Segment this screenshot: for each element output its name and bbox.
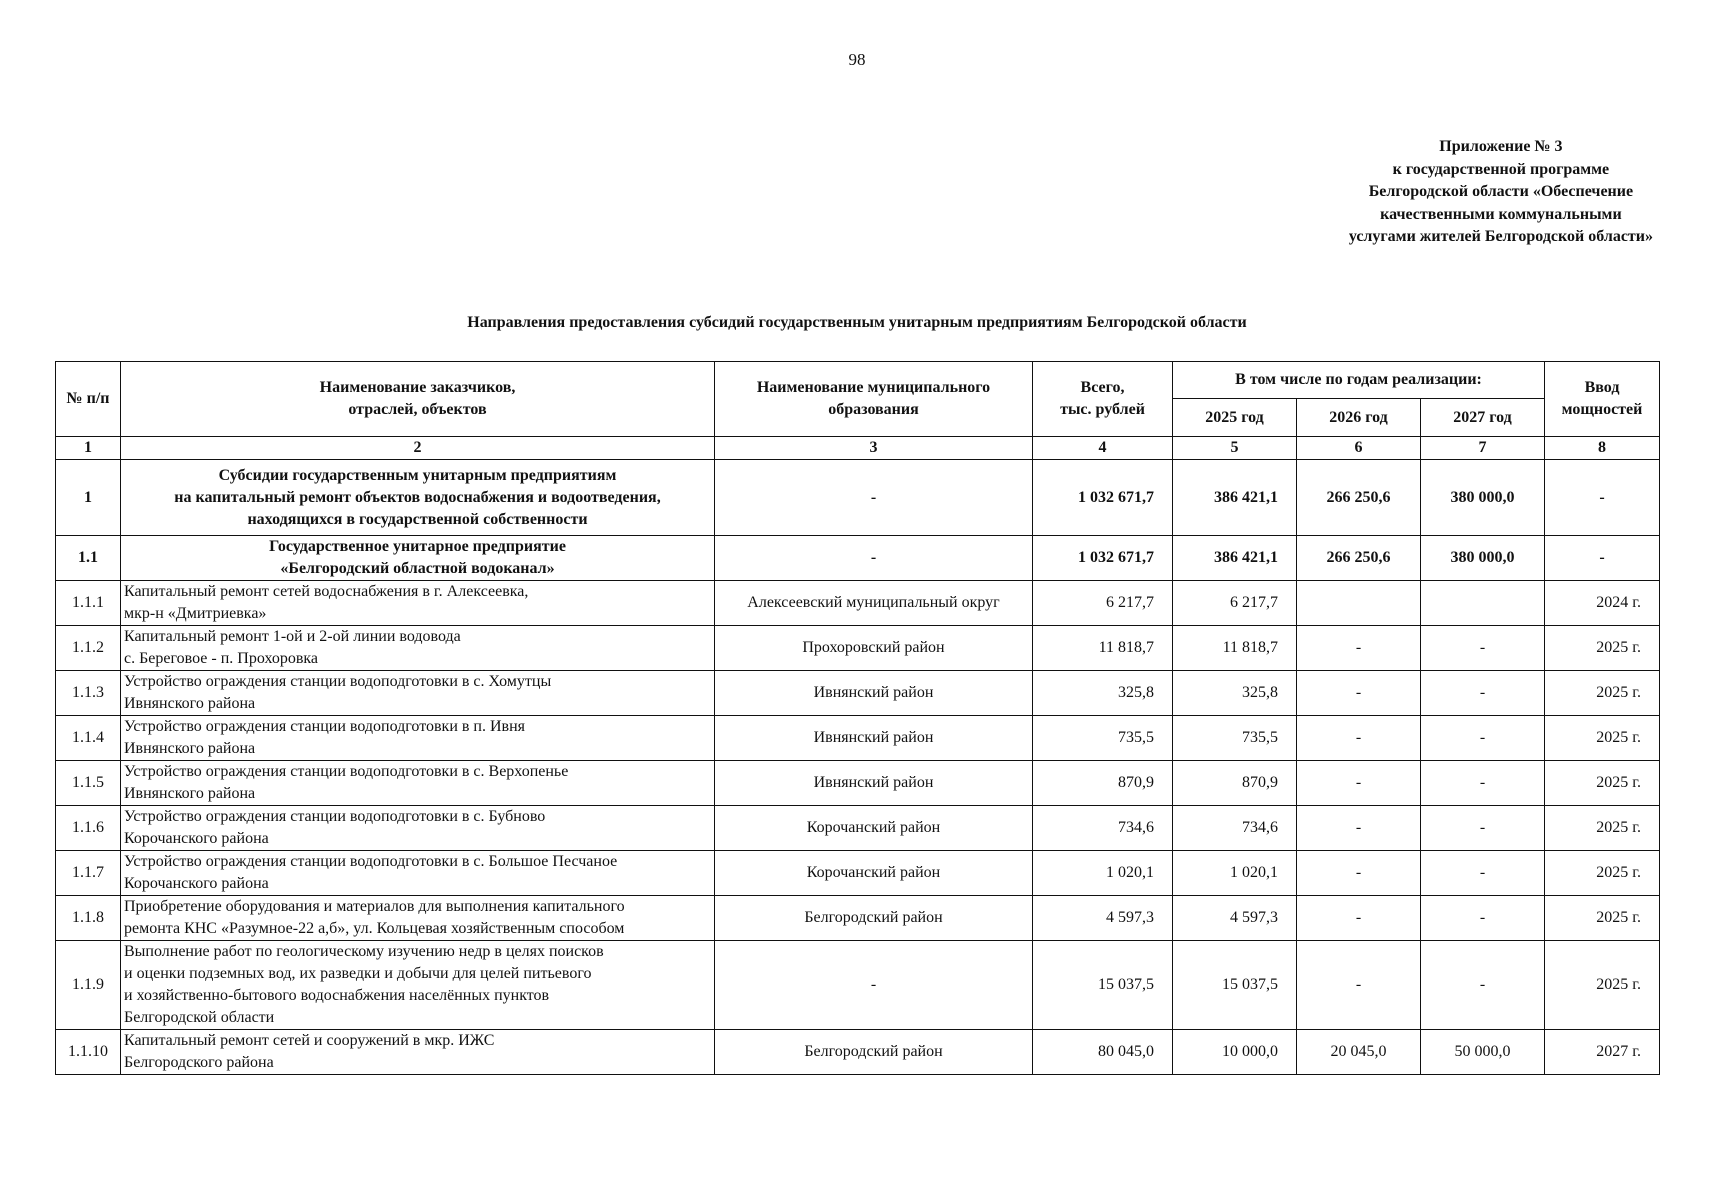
- row-name: [121, 806, 715, 851]
- row-2026: -: [1297, 671, 1421, 716]
- row-name: [121, 671, 715, 716]
- column-numbers-row: [56, 437, 1660, 460]
- row-name-line: Выполнение работ по геологическому изучению недр в целях поисков: [124, 943, 604, 960]
- header-capacity-line: Ввод: [1584, 379, 1620, 396]
- table-row: [56, 806, 1660, 851]
- row-2025: 1 020,1: [1173, 851, 1297, 896]
- header-name-line: отраслей, объектов: [348, 401, 487, 418]
- row-number: 1.1.5: [56, 761, 121, 806]
- row-number: 1.1.10: [56, 1030, 121, 1075]
- row-name-line: Капитальный ремонт 1-ой и 2-ой линии водовода: [124, 628, 461, 645]
- table-row: [56, 581, 1660, 626]
- header-total: [1033, 362, 1173, 437]
- table-row: [56, 851, 1660, 896]
- row-total: 15 037,5: [1033, 941, 1173, 1030]
- row-name: [121, 1030, 715, 1075]
- header-name: [121, 362, 715, 437]
- column-number: 6: [1297, 437, 1421, 460]
- row-capacity: 2025 г.: [1545, 896, 1660, 941]
- header-year-2026: 2026 год: [1297, 399, 1421, 437]
- row-2026: 20 045,0: [1297, 1030, 1421, 1075]
- row-total: 6 217,7: [1033, 581, 1173, 626]
- row-municipality: Корочанский район: [715, 851, 1033, 896]
- row-total: 735,5: [1033, 716, 1173, 761]
- row-name-line: и оценки подземных вод, их разведки и добычи для целей питьевого: [124, 965, 592, 982]
- header-years-group: В том числе по годам реализации:: [1173, 362, 1545, 399]
- column-number: 2: [121, 437, 715, 460]
- row-total: 325,8: [1033, 671, 1173, 716]
- row-capacity: 2024 г.: [1545, 581, 1660, 626]
- appendix-line: Приложение № 3: [1439, 138, 1563, 155]
- appendix-line: качественными коммунальными: [1380, 205, 1622, 223]
- row-2027: -: [1421, 761, 1545, 806]
- row-municipality: Ивнянский район: [715, 671, 1033, 716]
- column-number: 1: [56, 437, 121, 460]
- row-2025: 870,9: [1173, 761, 1297, 806]
- row-name-line: ремонта КНС «Разумное-22 а,б», ул. Кольцевая хозяйственным способом: [124, 920, 625, 937]
- row-total: 1 020,1: [1033, 851, 1173, 896]
- row-2026: [1297, 581, 1421, 626]
- row-capacity: 2025 г.: [1545, 761, 1660, 806]
- row-capacity: 2025 г.: [1545, 806, 1660, 851]
- appendix-line: Белгородской области «Обеспечение: [1368, 183, 1634, 200]
- row-2025: 386 421,1: [1173, 536, 1297, 581]
- row-2027: -: [1421, 896, 1545, 941]
- row-municipality: Белгородский район: [715, 1030, 1033, 1075]
- row-2025: 11 818,7: [1173, 626, 1297, 671]
- table-row: [56, 761, 1660, 806]
- column-number: 3: [715, 437, 1033, 460]
- row-capacity: 2027 г.: [1545, 1030, 1660, 1075]
- row-total: 80 045,0: [1033, 1030, 1173, 1075]
- row-municipality: -: [715, 460, 1033, 536]
- row-number: 1: [56, 460, 121, 536]
- column-number: 5: [1173, 437, 1297, 460]
- row-name-line: и хозяйственно-бытового водоснабжения населённых пунктов: [124, 987, 550, 1004]
- row-name-line: на капитальный ремонт объектов водоснабжения и водоотведения,: [174, 488, 661, 506]
- row-name-line: Устройство ограждения станции водоподготовки в с. Бубново: [124, 808, 546, 825]
- row-name-line: Субсидии государственным унитарным предприятиям: [218, 466, 617, 484]
- row-name-line: Устройство ограждения станции водоподготовки в п. Ивня: [124, 718, 526, 735]
- row-number: 1.1.8: [56, 896, 121, 941]
- table-row: [56, 896, 1660, 941]
- row-number: 1.1.3: [56, 671, 121, 716]
- row-2025: 10 000,0: [1173, 1030, 1297, 1075]
- header-capacity: [1545, 362, 1660, 437]
- row-municipality: -: [715, 941, 1033, 1030]
- row-number: 1.1.9: [56, 941, 121, 1030]
- row-name-line: находящихся в государственной собственности: [247, 510, 588, 528]
- subsidies-table: [55, 361, 1660, 1075]
- row-2025: 15 037,5: [1173, 941, 1297, 1030]
- table-row: [56, 536, 1660, 581]
- row-name: [121, 581, 715, 626]
- row-name-line: с. Береговое - п. Прохоровка: [124, 650, 319, 667]
- row-name-line: Капитальный ремонт сетей водоснабжения в г. Алексеевка,: [124, 583, 529, 600]
- row-2025: 734,6: [1173, 806, 1297, 851]
- appendix-line: к государственной программе: [1392, 160, 1610, 178]
- row-name: [121, 761, 715, 806]
- row-name: [121, 460, 715, 536]
- row-number: 1.1.4: [56, 716, 121, 761]
- header-year-2025: 2025 год: [1173, 399, 1297, 437]
- table-row: [56, 460, 1660, 536]
- table-row: [56, 626, 1660, 671]
- row-name-line: Корочанского района: [124, 830, 269, 847]
- row-number: 1.1.1: [56, 581, 121, 626]
- row-capacity: 2025 г.: [1545, 941, 1660, 1030]
- row-2027: [1421, 581, 1545, 626]
- row-name-line: Государственное унитарное предприятие: [269, 538, 566, 555]
- row-total: 4 597,3: [1033, 896, 1173, 941]
- row-capacity: -: [1545, 460, 1660, 536]
- row-2026: -: [1297, 806, 1421, 851]
- table-row: [56, 941, 1660, 1030]
- row-2027: -: [1421, 716, 1545, 761]
- row-name: [121, 716, 715, 761]
- row-name: [121, 941, 715, 1030]
- row-2025: 735,5: [1173, 716, 1297, 761]
- row-2026: -: [1297, 716, 1421, 761]
- header-total-line: тыс. рублей: [1060, 401, 1145, 418]
- appendix-note: [1349, 136, 1653, 249]
- row-2026: -: [1297, 941, 1421, 1030]
- row-municipality: Алексеевский муниципальный округ: [715, 581, 1033, 626]
- row-name-line: Белгородского района: [124, 1054, 274, 1071]
- row-2027: -: [1421, 941, 1545, 1030]
- row-name-line: Устройство ограждения станции водоподготовки в с. Верхопенье: [124, 763, 569, 780]
- row-2027: 50 000,0: [1421, 1030, 1545, 1075]
- row-name-line: Ивнянского района: [124, 695, 256, 712]
- row-name-line: Приобретение оборудования и материалов для выполнения капитального: [124, 898, 625, 915]
- row-name-line: Корочанского района: [124, 875, 269, 892]
- row-number: 1.1.7: [56, 851, 121, 896]
- row-name-line: «Белгородский областной водоканал»: [280, 560, 555, 577]
- row-2027: -: [1421, 851, 1545, 896]
- row-municipality: Прохоровский район: [715, 626, 1033, 671]
- header-municipality-line: Наименование муниципального: [756, 379, 991, 396]
- row-name-line: Белгородской области: [124, 1009, 275, 1026]
- row-municipality: Ивнянский район: [715, 761, 1033, 806]
- row-name: [121, 851, 715, 896]
- row-capacity: 2025 г.: [1545, 671, 1660, 716]
- row-2027: 380 000,0: [1421, 536, 1545, 581]
- header-row: [56, 362, 1660, 399]
- row-name-line: Ивнянского района: [124, 740, 256, 757]
- row-total: 1 032 671,7: [1033, 536, 1173, 581]
- row-municipality: Корочанский район: [715, 806, 1033, 851]
- row-capacity: 2025 г.: [1545, 851, 1660, 896]
- row-2026: 266 250,6: [1297, 460, 1421, 536]
- row-capacity: -: [1545, 536, 1660, 581]
- row-2026: 266 250,6: [1297, 536, 1421, 581]
- row-municipality: Белгородский район: [715, 896, 1033, 941]
- row-2025: 4 597,3: [1173, 896, 1297, 941]
- row-name-line: Ивнянского района: [124, 785, 256, 802]
- row-2026: -: [1297, 896, 1421, 941]
- header-capacity-line: мощностей: [1561, 401, 1643, 418]
- row-capacity: 2025 г.: [1545, 716, 1660, 761]
- row-2025: 325,8: [1173, 671, 1297, 716]
- row-2025: 6 217,7: [1173, 581, 1297, 626]
- header-municipality: [715, 362, 1033, 437]
- row-total: 11 818,7: [1033, 626, 1173, 671]
- row-name: [121, 536, 715, 581]
- row-name-line: Устройство ограждения станции водоподготовки в с. Большое Песчаное: [124, 853, 618, 870]
- header-total-line: Всего,: [1080, 379, 1125, 396]
- row-2027: -: [1421, 671, 1545, 716]
- document-title: Направления предоставления субсидий государственным унитарным предприятиям Белгородской области: [467, 314, 1247, 331]
- row-2026: -: [1297, 851, 1421, 896]
- row-total: 1 032 671,7: [1033, 460, 1173, 536]
- header-name-line: Наименование заказчиков,: [319, 379, 516, 396]
- row-total: 870,9: [1033, 761, 1173, 806]
- column-number: 4: [1033, 437, 1173, 460]
- row-name-line: Устройство ограждения станции водоподготовки в с. Хомутцы: [124, 673, 552, 690]
- appendix-line: услугами жителей Белгородской области»: [1348, 228, 1653, 245]
- header-num: № п/п: [56, 362, 121, 437]
- row-capacity: 2025 г.: [1545, 626, 1660, 671]
- row-name-line: мкр-н «Дмитриевка»: [124, 605, 267, 622]
- row-2026: -: [1297, 761, 1421, 806]
- row-number: 1.1.2: [56, 626, 121, 671]
- header-year-2027: 2027 год: [1421, 399, 1545, 437]
- column-number: 7: [1421, 437, 1545, 460]
- row-name: [121, 896, 715, 941]
- row-total: 734,6: [1033, 806, 1173, 851]
- row-municipality: -: [715, 536, 1033, 581]
- row-2026: -: [1297, 626, 1421, 671]
- row-number: 1.1: [56, 536, 121, 581]
- header-municipality-line: образования: [828, 401, 919, 418]
- column-number: 8: [1545, 437, 1660, 460]
- row-municipality: Ивнянский район: [715, 716, 1033, 761]
- row-name-line: Капитальный ремонт сетей и сооружений в мкр. ИЖС: [124, 1032, 495, 1049]
- page-number: 98: [848, 50, 866, 69]
- row-2027: -: [1421, 626, 1545, 671]
- table-row: [56, 1030, 1660, 1075]
- row-2027: -: [1421, 806, 1545, 851]
- row-2027: 380 000,0: [1421, 460, 1545, 536]
- row-number: 1.1.6: [56, 806, 121, 851]
- table-row: [56, 671, 1660, 716]
- row-2025: 386 421,1: [1173, 460, 1297, 536]
- row-name: [121, 626, 715, 671]
- table-row: [56, 716, 1660, 761]
